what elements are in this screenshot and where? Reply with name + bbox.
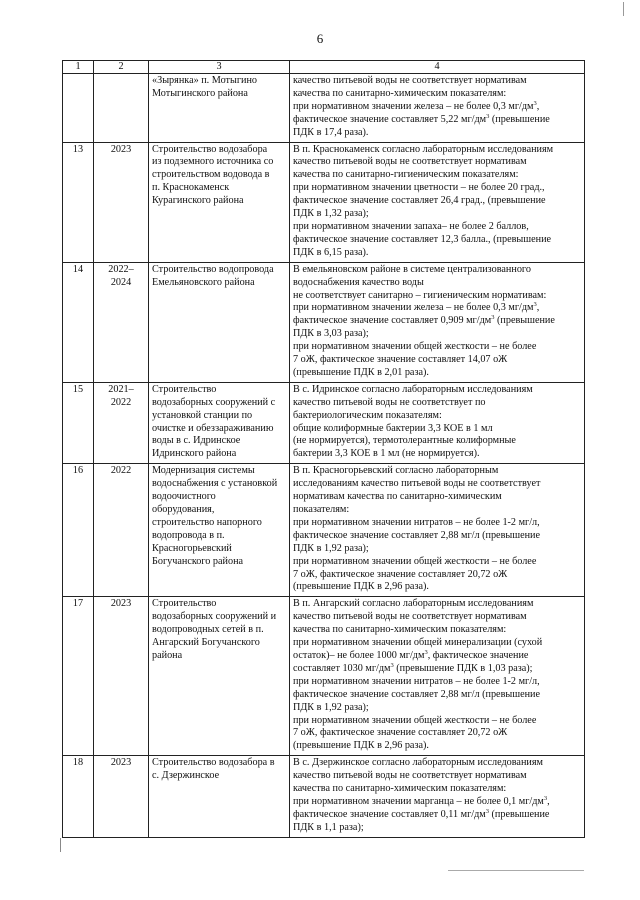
project-line: Строительство водопровода [152,263,274,275]
project-line: оборудования, [152,504,215,515]
row-number-cell: 14 [63,262,94,382]
description-line: показателям: [293,504,350,515]
description-cell [290,262,585,382]
description-line: качества по санитарно-химическим показателям: [293,624,507,636]
description-line: качество питьевой воды не соответствует по [293,396,486,408]
description-line: качества по санитарно-гигиеническим показателям: [293,169,519,181]
description-line: фактическое значение составляет 5,22 $мг/дм^3$ (превышение [293,112,550,125]
description-cell [290,382,585,463]
description-line: при нормативном значении железа – не более 0,3 $мг/дм^3$, [293,99,540,112]
header-cell-4: 4 [290,61,585,74]
superscript-3: 3 [533,99,537,107]
description-line: качества по санитарно-химическим показателям: [293,87,507,99]
project-line: п. Краснокаменск [152,182,230,194]
project-line: водозаборных сооружений и [152,611,277,623]
description-line: В п. Красногорьевский согласно лабораторным [293,465,499,477]
description-line: не соответствует санитарно – гигиеническим нормативам: [293,289,547,301]
project-line: водопроводных сетей в п. [152,624,264,636]
description-line: ПДК в 6,15 раза). [293,246,369,258]
project-line: «Зырянка» п. Мотыгино [152,75,258,86]
project-line: Строительство [152,598,217,610]
project-cell [149,756,290,837]
year-line: 2023 [110,598,132,610]
project-line: с. Дзержинское [152,770,220,782]
table-row [63,142,585,262]
superscript-3: 3 [424,648,428,656]
description-cell [290,464,585,597]
description-line: фактическое значение составляет 2,88 мг/л (превышение [293,529,541,541]
year-line: 2022– [108,263,134,275]
description-line: ПДК в 17,4 раза). [293,126,369,138]
superscript-3: 3 [491,314,495,322]
year-line: 2024 [110,276,132,288]
description-line: ПДК в 1,92 раза); [293,701,369,713]
description-line: качество питьевой воды не соответствует нормативам [293,156,527,168]
row-number-cell: 18 [63,756,94,837]
page-number: 6 [316,31,324,46]
description-line: 7 оЖ, фактическое значение составляет 14,07 оЖ [293,354,508,366]
description-line: при нормативном значении общей жесткости – не более [293,555,537,567]
description-line: В с. Идринское согласно лабораторным исследованиям [293,383,533,395]
project-line: Богучанского района [152,555,244,567]
project-cell [149,382,290,463]
description-line: 7 оЖ, фактическое значение составляет 20,72 оЖ [293,568,508,580]
footer-line [448,870,584,871]
description-line: 7 оЖ, фактическое значение составляет 20,72 оЖ [293,727,508,739]
project-line: из подземного источника со [152,156,274,168]
project-cell [149,464,290,597]
year-line: 2022 [110,465,132,477]
description-line: водоснабжения качество воды [293,276,424,288]
description-line: при нормативном значении нитратов – не более 1-2 мг/л, [293,675,540,687]
project-line: водоснабжения с установкой [152,478,278,490]
description-line: фактическое значение составляет 12,3 балла., (превышение [293,233,552,245]
year-cell [94,142,149,262]
requirements-table [62,60,585,838]
project-cell [149,74,290,143]
header-cell-3: 3 [149,61,290,74]
description-line: бактериологическим показателям: [293,409,442,421]
project-line: Модернизация системы [152,465,255,477]
description-line: ПДК в 1,92 раза); [293,542,369,554]
description-line: В п. Ангарский согласно лабораторным исследованиям [293,598,534,610]
project-line: Емельяновского района [152,276,255,288]
superscript-3: 3 [390,661,394,669]
description-line: фактическое значение составляет 26,4 град., (превышение [293,195,546,207]
description-line: фактическое значение составляет 0,11 $мг/дм^3$ (превышение [293,807,550,820]
table-row [63,382,585,463]
scan-mark [60,838,61,852]
description-line: при нормативном значении общей минерализации (сухой [293,637,543,649]
project-cell [149,262,290,382]
description-line: качество питьевой воды не соответствует нормативам [293,75,527,86]
header-cell-1: 1 [63,61,94,74]
description-line: ПДК в 1,32 раза); [293,208,369,220]
row-number-cell: 17 [63,597,94,756]
description-line: при нормативном значении запаха– не более 2 баллов, [293,220,529,232]
project-line: Строительство [152,383,217,395]
table-row [63,464,585,597]
project-line: строительством водовода в [152,169,270,181]
project-line: воды в с. Идринское [152,435,241,447]
project-line: района [152,649,183,661]
description-line: качество питьевой воды не соответствует нормативам [293,770,527,782]
row-number-cell: 16 [63,464,94,597]
scan-mark [623,2,624,16]
project-cell [149,142,290,262]
description-line: бактерии 3,3 КОЕ в 1 мл (не нормируется). [293,448,480,460]
row-number-cell: 15 [63,382,94,463]
table-row [63,262,585,382]
description-cell [290,597,585,756]
description-line: В емельяновском районе в системе централизованного [293,263,531,275]
description-line: при нормативном значении общей жесткости – не более [293,714,537,726]
description-cell [290,756,585,837]
description-line: общие колиформные бактерии 3,3 КОЕ в 1 мл [293,422,493,434]
project-line: установкой станции по [152,409,253,421]
superscript-3: 3 [485,807,489,815]
year-cell [94,74,149,143]
year-line: 2023 [110,143,132,155]
project-cell [149,597,290,756]
project-line: Строительство водозабора в [152,757,275,769]
description-line: фактическое значение составляет 2,88 мг/л (превышение [293,688,541,700]
description-line: исследованиям качество питьевой воды не соответствует [293,478,541,490]
row-number-cell: 13 [63,142,94,262]
description-line: (превышение ПДК в 2,96 раза). [293,581,429,593]
project-line: Курагинского района [152,195,244,207]
description-line: ПДК в 3,03 раза); [293,328,369,340]
description-line: нормативам качества по санитарно-химическим [293,491,502,503]
year-cell [94,382,149,463]
description-line: при нормативном значении марганца – не более 0,1 $мг/дм^3$, [293,794,550,807]
description-line: фактическое значение составляет 0,909 $мг/дм^3$ (превышение [293,314,555,327]
table-row [63,597,585,756]
description-line: (превышение ПДК в 2,01 раза). [293,366,429,378]
description-cell [290,142,585,262]
row-number-cell [63,74,94,143]
year-cell [94,756,149,837]
description-line: остаток)– не более 1000 $мг/дм^3$, фактическое значение [293,648,529,661]
project-line: Мотыгинского района [152,87,248,99]
superscript-3: 3 [543,794,548,802]
superscript-3: 3 [486,112,490,120]
header-cell-2: 2 [94,61,149,74]
superscript-3: 3 [533,301,537,309]
description-line: качество питьевой воды не соответствует нормативам [293,611,527,623]
description-line: при нормативном значении нитратов – не более 1-2 мг/л, [293,516,540,528]
project-line: очистке и обеззараживанию [152,422,274,434]
project-line: водоочистного [152,491,216,503]
project-line: Строительство водозабора [152,143,268,155]
year-line: 2022 [110,396,132,408]
project-line: строительство напорного [152,516,262,528]
table-row [63,74,585,143]
description-line: ПДК в 1,1 раза); [293,821,364,833]
description-line: В с. Дзержинское согласно лабораторным исследованиям [293,757,543,769]
description-line: составляет 1030 $мг/дм^3$ (превышение ПДК в 1,03 раза); [293,661,533,674]
description-line: (не нормируется), термотолерантные колиформные [293,435,516,447]
project-line: Красногорьевский [152,542,232,554]
year-cell [94,597,149,756]
description-line: качества по санитарно-химическим показателям: [293,783,507,795]
year-line: 2023 [110,757,132,769]
project-line: водопровода в п. [152,529,225,541]
description-line: при нормативном значении железа – не более 0,3 $мг/дм^3$, [293,301,540,314]
year-line: 2021– [108,383,134,395]
description-cell [290,74,585,143]
year-cell [94,464,149,597]
table-row [63,756,585,837]
year-cell [94,262,149,382]
project-line: водозаборных сооружений с [152,396,276,408]
description-line: при нормативном значении цветности – не более 20 град., [293,182,545,194]
table-header-row [63,61,585,74]
description-line: В п. Краснокаменск согласно лабораторным исследованиям [293,143,554,155]
project-line: Ангарский Богучанского [152,637,260,649]
project-line: Идринского района [152,448,237,460]
description-line: (превышение ПДК в 2,96 раза). [293,740,429,752]
description-line: при нормативном значении общей жесткости – не более [293,341,537,353]
